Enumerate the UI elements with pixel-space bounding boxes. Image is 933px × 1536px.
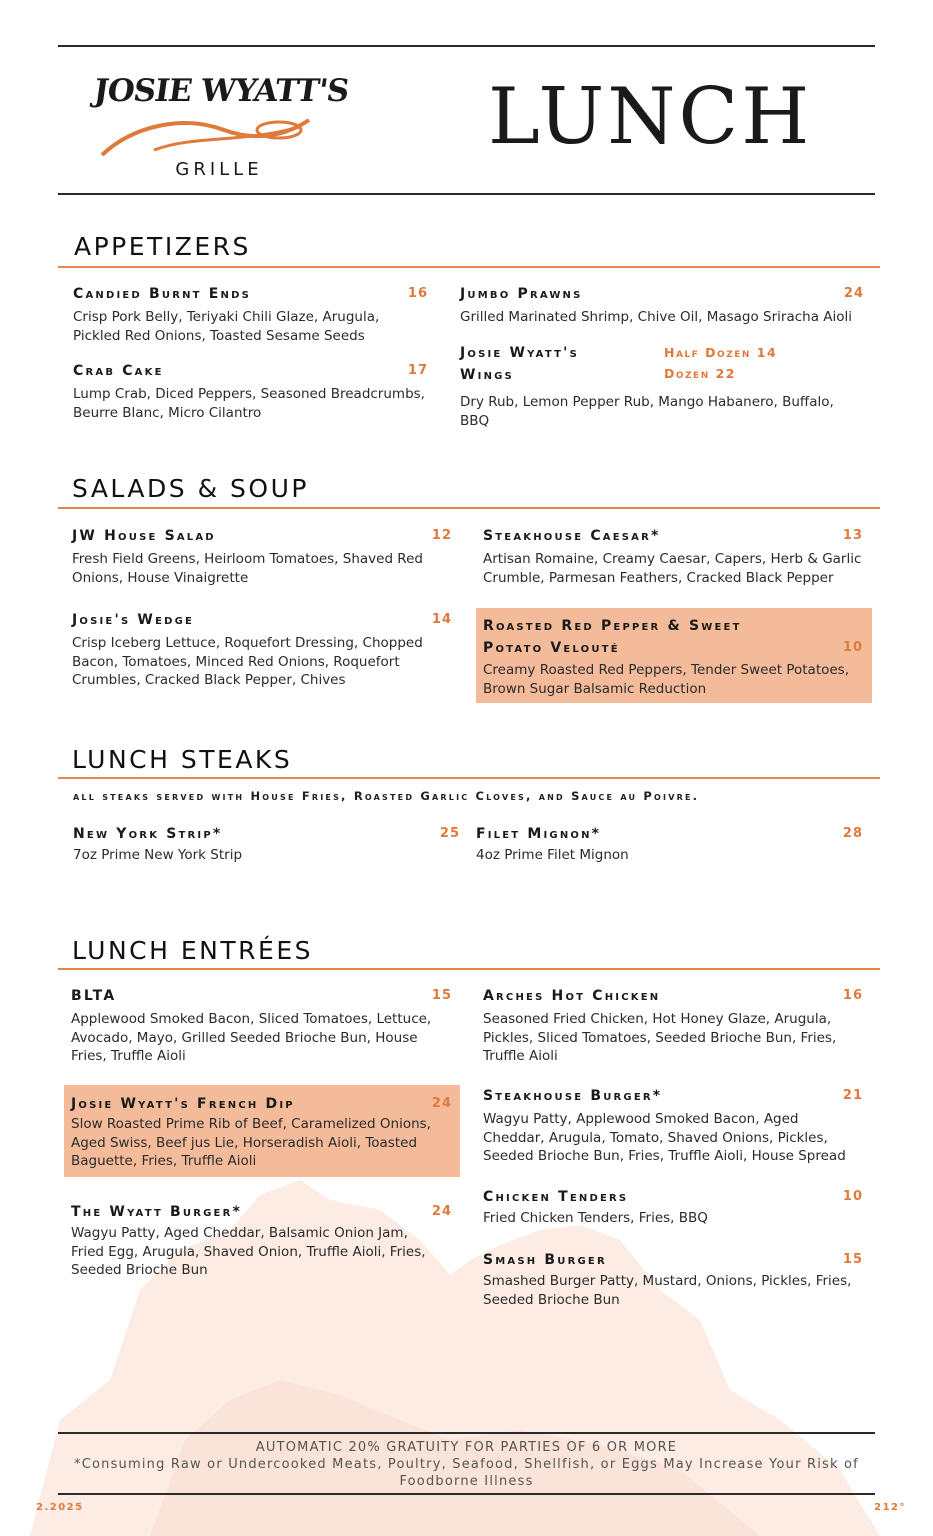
item-price: 24	[843, 286, 864, 301]
item-name: BLTA	[71, 988, 117, 1004]
item-description: Crisp Pork Belly, Teriyaki Chili Glaze, Arugula, Pickled Red Onions, Toasted Sesame Seeds	[73, 309, 380, 344]
item-name: New York Strip*	[73, 826, 223, 842]
item-price: 13	[842, 528, 863, 543]
item-price: 10	[842, 640, 863, 655]
item-description: 7oz Prime New York Strip	[73, 847, 243, 863]
item-name: Smash Burger	[483, 1252, 607, 1268]
item-name: Chicken Tenders	[483, 1189, 629, 1205]
section-title-entrees: LUNCH ENTRÉES	[72, 936, 313, 965]
item-description: Lump Crab, Diced Peppers, Seasoned Breadcrumbs, Beurre Blanc, Micro Cilantro	[73, 386, 425, 421]
item-price: 21	[842, 1088, 863, 1103]
item-price: 12	[431, 528, 452, 543]
menu-item	[483, 985, 863, 1066]
item-description: Wagyu Patty, Aged Cheddar, Balsamic Onion Jam, Fried Egg, Arugula, Shaved Onion, Truffle Aioli, Fries, Seeded Brioche Bun	[71, 1225, 426, 1278]
menu-item-featured	[71, 1093, 452, 1171]
salads-rule	[58, 507, 880, 509]
item-price: 24	[431, 1204, 452, 1219]
menu-item	[460, 342, 864, 430]
item-price: Half Dozen 14	[664, 345, 778, 360]
menu-item	[72, 609, 452, 690]
menu-item	[73, 283, 428, 345]
menu-item	[72, 525, 452, 587]
item-name: Arches Hot Chicken	[483, 988, 661, 1004]
item-name: Potato Velouté	[483, 640, 620, 656]
menu-item	[483, 1186, 863, 1228]
menu-item	[460, 283, 864, 327]
item-price: 25	[439, 826, 460, 841]
logo-wordmark: JOSIE WYATT'S	[91, 73, 351, 109]
item-description: Seasoned Fried Chicken, Hot Honey Glaze, Arugula, Pickles, Sliced Tomatoes, Seeded Brioche Bun, Fries, Truffle Aioli	[483, 1011, 837, 1064]
menu-item	[483, 525, 863, 587]
item-price: Dozen 22	[664, 366, 736, 381]
page-code: 212°	[874, 1502, 906, 1513]
menu-item	[73, 823, 460, 865]
item-name: Steakhouse Caesar*	[483, 528, 661, 544]
item-name: Steakhouse Burger*	[483, 1088, 663, 1104]
item-price: 10	[842, 1189, 863, 1204]
steaks-note: all steaks served with House Fries, Roasted Garlic Cloves, and Sauce au Poivre.	[73, 789, 700, 803]
section-title-appetizers: APPETIZERS	[74, 232, 251, 261]
item-name: Filet Mignon*	[476, 826, 602, 842]
menu-item	[476, 823, 863, 865]
item-price: 16	[842, 988, 863, 1003]
header-top-rule	[58, 45, 875, 47]
item-description: Crisp Iceberg Lettuce, Roquefort Dressing, Chopped Bacon, Tomatoes, Minced Red Onions, Roquefort Crumbles, Cracked Black Pepper, Chives	[72, 635, 423, 688]
item-description: Dry Rub, Lemon Pepper Rub, Mango Habanero, Buffalo, BBQ	[460, 394, 834, 429]
entrees-rule	[58, 968, 880, 970]
header-bottom-rule	[58, 193, 875, 195]
menu-item	[483, 1249, 863, 1309]
item-description: Slow Roasted Prime Rib of Beef, Caramelized Onions, Aged Swiss, Beef jus Lie, Horseradish Aioli, Toasted Baguette, Fries, Truffle Aioli	[71, 1116, 431, 1169]
item-price: 14	[431, 612, 452, 627]
item-description: Fried Chicken Tenders, Fries, BBQ	[483, 1210, 708, 1226]
section-title-steaks: LUNCH STEAKS	[72, 745, 293, 774]
brand-logo	[91, 55, 351, 185]
gratuity-notice: AUTOMATIC 20% GRATUITY FOR PARTIES OF 6 OR MORE	[255, 1440, 678, 1455]
item-name: The Wyatt Burger*	[71, 1204, 243, 1220]
item-description: Grilled Marinated Shrimp, Chive Oil, Masago Sriracha Aioli	[460, 309, 853, 325]
logo-subtitle: GRILLE	[175, 159, 263, 180]
item-name: JW House Salad	[72, 528, 216, 544]
item-name: Roasted Red Pepper & Sweet	[483, 618, 742, 634]
footer-top-rule	[58, 1432, 875, 1434]
food-safety-warning: *Consuming Raw or Undercooked Meats, Poultry, Seafood, Shellfish, or Eggs May Increase Your Risk of Foodborne Illness	[74, 1457, 859, 1489]
item-description: Creamy Roasted Red Peppers, Tender Sweet Potatoes, Brown Sugar Balsamic Reduction	[483, 662, 850, 697]
item-description: Smashed Burger Patty, Mustard, Onions, Pickles, Fries, Seeded Brioche Bun	[483, 1273, 852, 1308]
item-price: 16	[407, 286, 428, 301]
steaks-rule	[58, 777, 880, 779]
item-name: Candied Burnt Ends	[73, 286, 252, 302]
menu-item	[71, 1201, 452, 1280]
item-price: 24	[431, 1096, 452, 1111]
menu-title: LUNCH	[488, 72, 813, 162]
item-price: 15	[842, 1252, 863, 1267]
item-price: 17	[407, 363, 428, 378]
item-name: Wings	[460, 367, 514, 383]
item-name: Josie Wyatt's	[460, 345, 579, 361]
date-code: 2.2025	[36, 1502, 84, 1513]
item-description: Fresh Field Greens, Heirloom Tomatoes, Shaved Red Onions, House Vinaigrette	[72, 551, 423, 586]
menu-item	[483, 1085, 863, 1166]
menu-item	[71, 985, 452, 1066]
appetizers-rule	[58, 266, 880, 268]
menu-item-featured	[483, 615, 863, 698]
item-name: Josie Wyatt's French Dip	[71, 1096, 295, 1112]
item-price: 15	[431, 988, 452, 1003]
menu-item	[73, 360, 428, 422]
footer-bottom-rule	[58, 1493, 875, 1495]
section-title-salads: SALADS & SOUP	[72, 474, 309, 503]
item-price: 28	[842, 826, 863, 841]
item-name: Crab Cake	[73, 363, 164, 379]
item-name: Josie's Wedge	[72, 612, 195, 628]
item-description: Wagyu Patty, Applewood Smoked Bacon, Aged Cheddar, Arugula, Tomato, Shaved Onions, Pickles, Seeded Brioche Bun, Fries, Truffle Aioli, House Spread	[483, 1111, 846, 1164]
item-description: 4oz Prime Filet Mignon	[476, 847, 629, 863]
item-description: Applewood Smoked Bacon, Sliced Tomatoes, Lettuce, Avocado, Mayo, Grilled Seeded Brioche Bun, House Fries, Truffle Aioli	[71, 1011, 432, 1064]
item-description: Artisan Romaine, Creamy Caesar, Capers, Herb & Garlic Crumble, Parmesan Feathers, Cracked Black Pepper	[483, 551, 862, 586]
item-name: Jumbo Prawns	[460, 286, 583, 302]
